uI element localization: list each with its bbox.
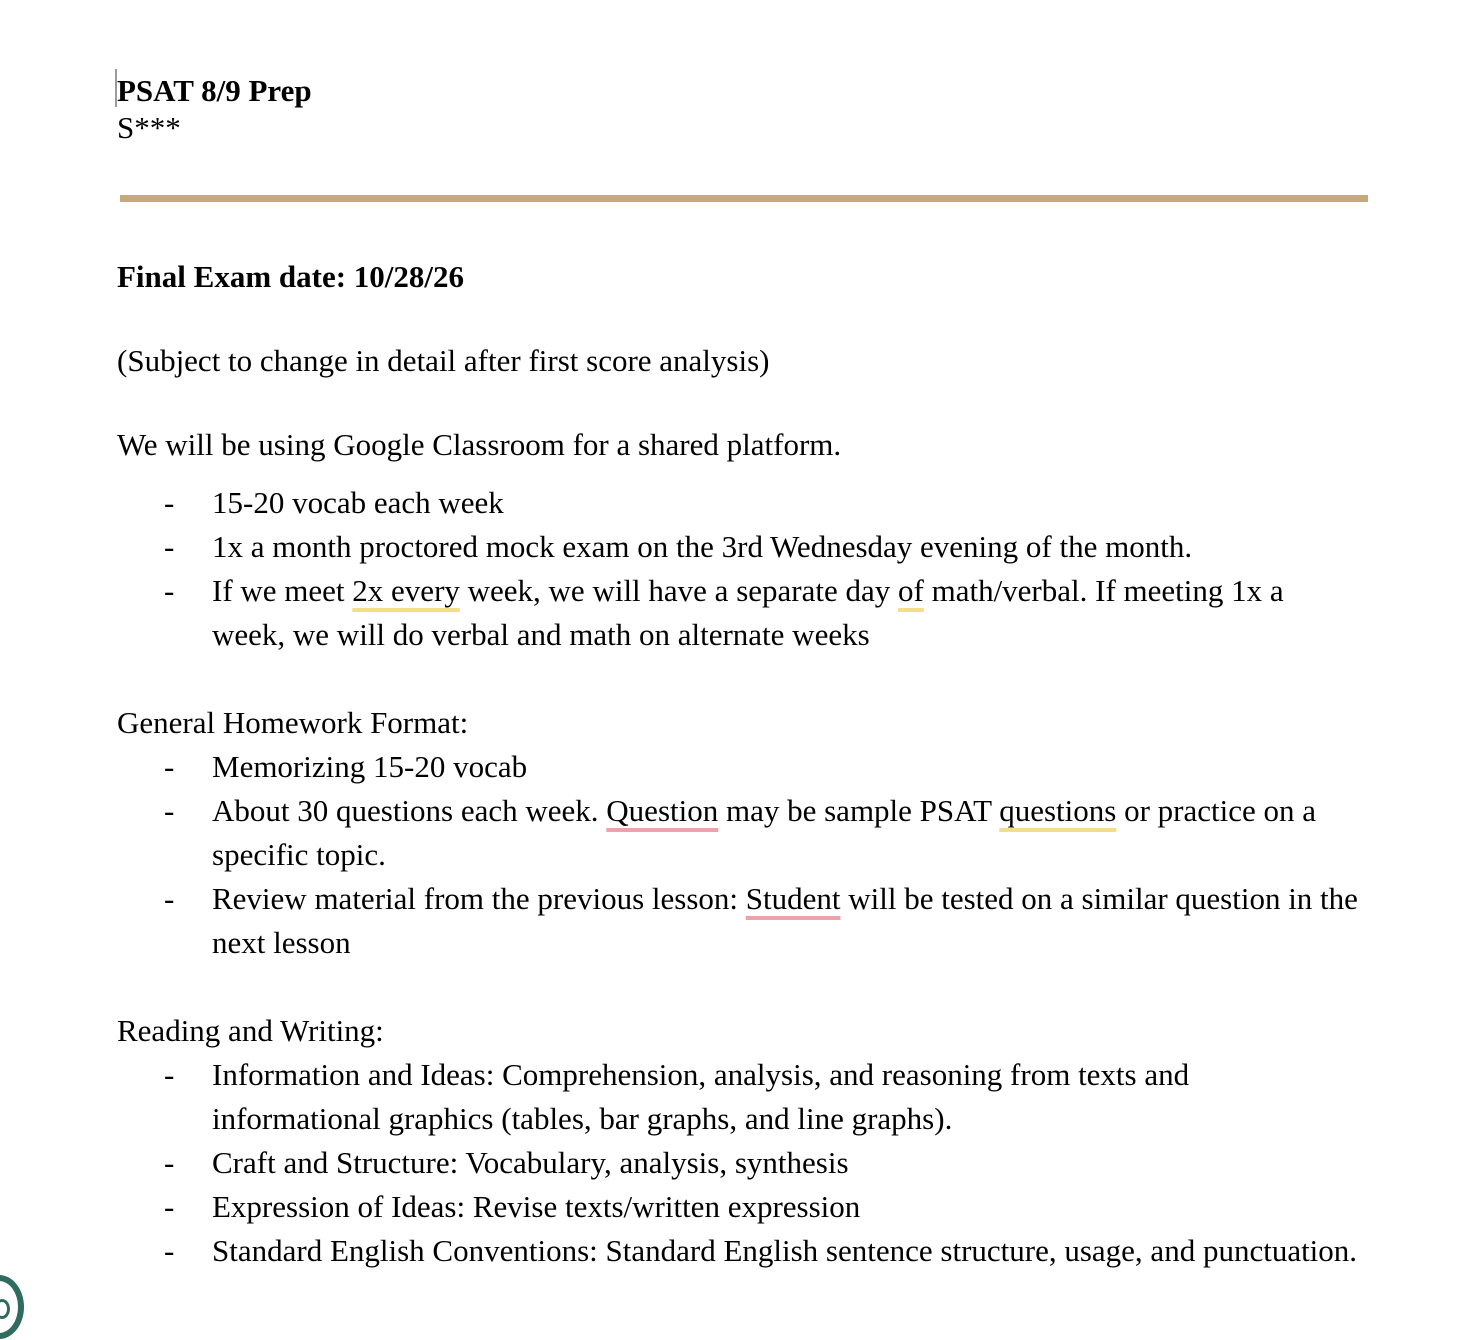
schedule-list: [117, 481, 1362, 657]
change-note: (Subject to change in detail after first score analysis): [117, 343, 770, 378]
spelling-suggestion[interactable]: of: [898, 573, 924, 608]
list-item-text: If we meet: [212, 573, 353, 608]
list-item-text: will be tested on a similar question in the next lesson: [212, 881, 1358, 960]
list-dash: -: [164, 529, 175, 564]
list-item: [117, 1229, 1362, 1273]
list-item-text: 15-20 vocab each week: [212, 485, 504, 520]
list-item-text: may be sample PSAT: [718, 793, 1000, 828]
student-name: S***: [117, 110, 181, 145]
list-item-text: Craft and Structure: Vocabulary, analysis, synthesis: [212, 1145, 849, 1180]
badge-g-glyph: [0, 1299, 10, 1319]
list-item-text: math/verbal. If meeting 1x a week, we will do verbal and math on alternate weeks: [212, 573, 1284, 652]
list-dash: -: [164, 485, 175, 520]
list-item-text: Memorizing 15-20 vocab: [212, 749, 528, 784]
list-item-text: Standard English Conventions: Standard English sentence structure, usage, and punctuation.: [212, 1233, 1358, 1268]
list-dash: -: [164, 1145, 175, 1180]
list-item: [117, 1053, 1362, 1141]
list-dash: -: [164, 1233, 175, 1268]
list-item-text: week, we will have a separate day: [459, 573, 898, 608]
list-dash: -: [164, 573, 175, 608]
list-dash: -: [164, 793, 175, 828]
homework-list: [117, 745, 1362, 965]
list-item: [117, 525, 1362, 569]
list-dash: -: [164, 749, 175, 784]
reading-list: [117, 1053, 1362, 1273]
list-item-text: 1x a month proctored mock exam on the 3rd Wednesday evening of the month.: [212, 529, 1193, 564]
list-item-text: or practice on a specific topic.: [212, 793, 1317, 872]
final-exam-date: Final Exam date: 10/28/26: [117, 259, 465, 294]
list-dash: -: [164, 881, 175, 916]
list-dash: -: [164, 1057, 175, 1092]
list-item: [117, 569, 1362, 657]
list-item: [117, 1185, 1362, 1229]
list-item: [117, 481, 1362, 525]
list-item-text: Review material from the previous lesson:: [212, 881, 746, 916]
list-item: [117, 877, 1362, 965]
header-divider: [120, 195, 1368, 202]
spelling-error[interactable]: Student: [745, 881, 841, 916]
list-dash: -: [164, 1189, 175, 1224]
list-item-text: Expression of Ideas: Revise texts/written expression: [212, 1189, 861, 1224]
list-item: [117, 745, 1362, 789]
spelling-suggestion[interactable]: questions: [999, 793, 1117, 828]
grammarly-badge-icon[interactable]: [0, 1275, 24, 1339]
document-title: PSAT 8/9 Prep: [117, 73, 312, 108]
list-item: [117, 789, 1362, 877]
list-item-text: Information and Ideas: Comprehension, analysis, and reasoning from texts and informational graphics (tables, bar graphs, and line graphs).: [212, 1057, 1190, 1136]
platform-note: We will be using Google Classroom for a shared platform.: [117, 427, 842, 462]
spelling-suggestion[interactable]: 2x every: [352, 573, 460, 608]
list-item: [117, 1141, 1362, 1185]
homework-heading: General Homework Format:: [117, 705, 469, 740]
reading-heading: Reading and Writing:: [117, 1013, 384, 1048]
list-item-text: About 30 questions each week.: [212, 793, 607, 828]
spelling-error[interactable]: Question: [606, 793, 719, 828]
